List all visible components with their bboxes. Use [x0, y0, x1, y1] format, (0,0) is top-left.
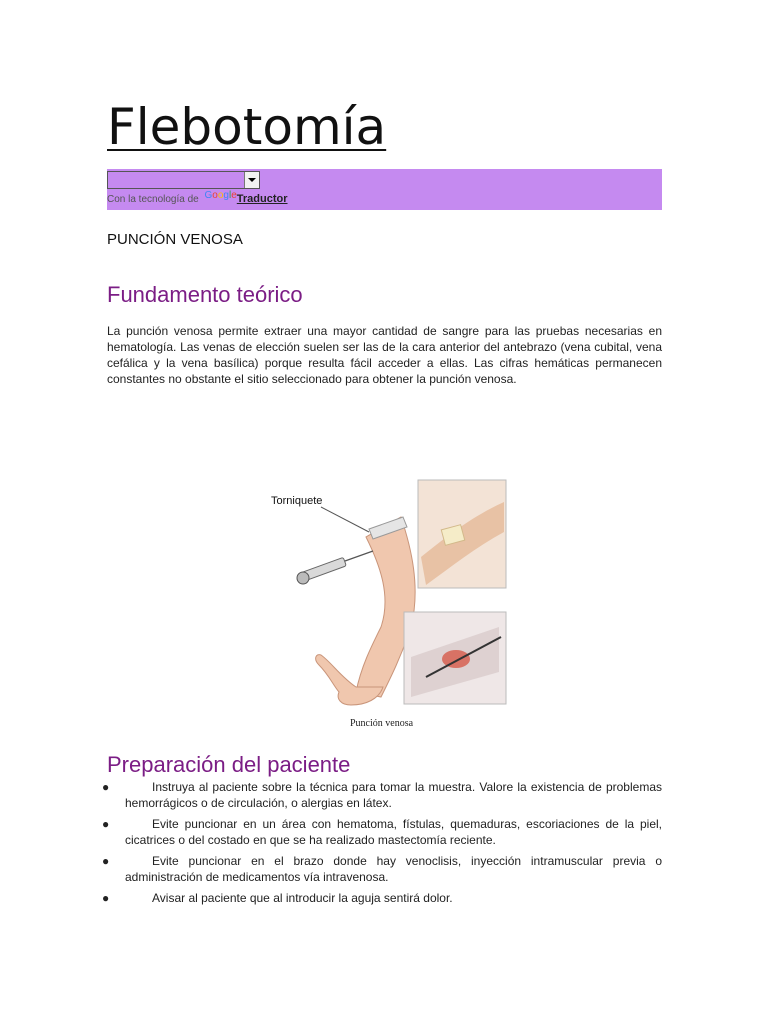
google-logo: Google — [204, 190, 237, 201]
preparation-list — [102, 779, 662, 911]
list-item: ● Evite puncionar en un área con hematoma, fístulas, quemaduras, escoriaciones de la piel, cicatrices o del costado en que se ha realizado mastectomía reciente. — [102, 817, 662, 847]
figure-caption: Punción venosa — [350, 718, 414, 729]
list-item: ● Evite puncionar en el brazo donde hay venoclisis, inyección intramuscular previa o administración de medicamentos vía intravenosa. — [102, 854, 662, 884]
venipuncture-illustration — [261, 477, 511, 709]
language-select[interactable] — [107, 171, 260, 189]
fundamento-paragraph: La punción venosa permite extraer una mayor cantidad de sangre para las pruebas necesarias en hematología. Las venas de elección suelen ser las de la cara anterior del antebrazo (vena cubital, vena cefálica y la vena basílica) porque resulta fácil acceder a ellas. Las cifras hemáticas permanecen constantes no obstante el sitio seleccionado para obtener la punción venosa. — [107, 324, 662, 386]
powered-by-line — [107, 192, 288, 207]
heading-preparacion: Preparación del paciente — [107, 752, 351, 777]
bullet-icon: ● — [102, 817, 110, 831]
tourniquet-label: Torniquete — [271, 495, 323, 507]
section-label: PUNCIÓN VENOSA — [107, 231, 243, 248]
heading-fundamento: Fundamento teórico — [107, 282, 303, 307]
venipuncture-figure — [261, 477, 511, 709]
page-title: Flebotomía — [107, 98, 387, 156]
translator-widget — [107, 169, 662, 210]
list-item: ● Avisar al paciente que al introducir la aguja sentirá dolor. — [102, 891, 453, 905]
bullet-icon: ● — [102, 854, 110, 868]
list-item: ● Instruya al paciente sobre la técnica para tomar la muestra. Valore la existencia de problemas hemorrágicos o de circulación, o alergias en látex. — [102, 780, 662, 810]
powered-by-text: Con la tecnología de — [107, 194, 199, 205]
bullet-icon: ● — [102, 891, 110, 905]
chevron-down-icon[interactable] — [244, 172, 259, 188]
translator-link[interactable]: Traductor — [236, 193, 288, 205]
bullet-icon: ● — [102, 780, 110, 794]
